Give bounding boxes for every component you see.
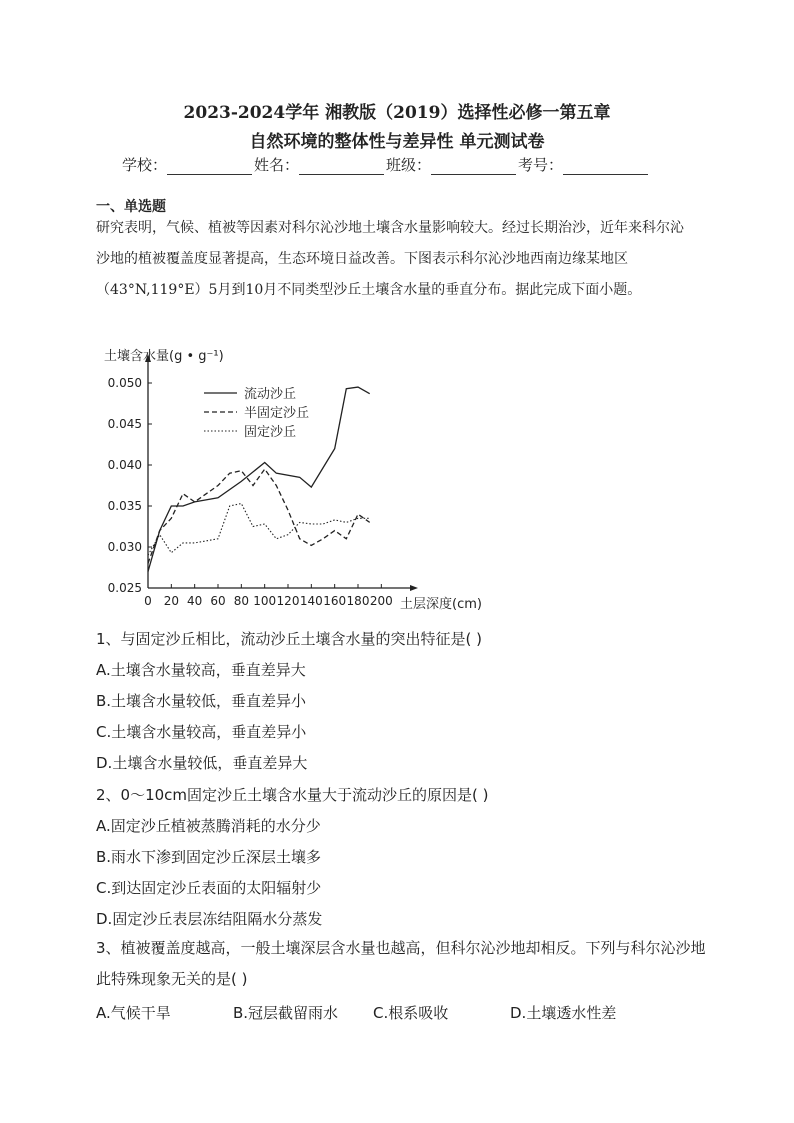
series-line-3 bbox=[148, 504, 370, 556]
question-1-stem: 1、与固定沙丘相比，流动沙丘土壤含水量的突出特征是( ) bbox=[96, 630, 483, 648]
exam-number-field[interactable] bbox=[563, 160, 648, 175]
school-label: 学校： bbox=[122, 156, 168, 174]
q1-option-b[interactable]: B.土壤含水量较低，垂直差异小 bbox=[96, 692, 307, 710]
y-tick-label: 0.025 bbox=[107, 581, 142, 595]
question-3-stem: 3、植被覆盖度越高，一般土壤深层含水量也越高，但科尔沁沙地却相反。下列与科尔沁沙地此特殊现象无关的是( ) bbox=[96, 939, 706, 988]
q3-option-a[interactable]: A.气候干旱 bbox=[96, 1004, 171, 1022]
question-2-stem: 2、0～10cm固定沙丘土壤含水量大于流动沙丘的原因是( ) bbox=[96, 786, 489, 804]
legend-label-1: 流动沙丘 bbox=[244, 387, 297, 402]
x-tick-label: 140 bbox=[299, 594, 323, 608]
q2-option-d[interactable]: D.固定沙丘表层冻结阻隔水分蒸发 bbox=[96, 910, 323, 928]
legend-label-3: 固定沙丘 bbox=[244, 425, 297, 440]
class-label: 班级： bbox=[386, 156, 432, 174]
exam-number-label: 考号： bbox=[518, 156, 564, 174]
legend-label-2: 半固定沙丘 bbox=[244, 406, 310, 421]
page-title-line2: 自然环境的整体性与差异性 单元测试卷 bbox=[249, 132, 545, 152]
name-field[interactable] bbox=[299, 160, 384, 175]
y-tick-label: 0.030 bbox=[107, 540, 142, 554]
x-tick-label: 200 bbox=[369, 594, 393, 608]
series-line-2 bbox=[148, 469, 370, 563]
intro-paragraph bbox=[96, 213, 696, 306]
page-title-line1: 2023-2024学年 湘教版（2019）选择性必修一第五章 bbox=[183, 103, 611, 123]
q1-option-d[interactable]: D.土壤含水量较低，垂直差异大 bbox=[96, 754, 308, 772]
x-tick-label: 100 bbox=[253, 594, 277, 608]
q3-option-d[interactable]: D.土壤透水性差 bbox=[510, 1004, 617, 1022]
y-tick-label: 0.045 bbox=[107, 417, 142, 431]
q1-option-a[interactable]: A.土壤含水量较高，垂直差异大 bbox=[96, 661, 306, 679]
x-tick-label: 20 bbox=[163, 594, 179, 608]
x-axis-arrow bbox=[410, 585, 418, 591]
q3-option-b[interactable]: B.冠层截留雨水 bbox=[233, 1004, 339, 1022]
student-info-row bbox=[122, 154, 650, 175]
x-tick-label: 0 bbox=[144, 594, 152, 608]
q2-option-c[interactable]: C.到达固定沙丘表面的太阳辐射少 bbox=[96, 879, 322, 897]
intro-text: 研究表明，气候、植被等因素对科尔沁沙地土壤含水量影响较大。经过长期治沙，近年来科尔沁沙地的植被覆盖度显著提高，生态环境日益改善。下图表示科尔沁沙地西南边缘某地区（43°N,119°E）5月到10月不同类型沙丘土壤含水量的垂直分布。据此完成下面小题。 bbox=[96, 220, 684, 298]
x-tick-label: 40 bbox=[187, 594, 203, 608]
class-field[interactable] bbox=[431, 160, 516, 175]
x-tick-label: 80 bbox=[233, 594, 249, 608]
name-label: 姓名： bbox=[254, 156, 300, 174]
x-tick-label: 160 bbox=[323, 594, 347, 608]
q2-option-a[interactable]: A.固定沙丘植被蒸腾消耗的水分少 bbox=[96, 817, 321, 835]
y-tick-label: 0.035 bbox=[107, 499, 142, 513]
soil-moisture-chart bbox=[92, 338, 512, 620]
school-field[interactable] bbox=[167, 160, 252, 175]
q3-option-c[interactable]: C.根系吸收 bbox=[373, 1004, 449, 1022]
q1-option-c[interactable]: C.土壤含水量较高，垂直差异小 bbox=[96, 723, 307, 741]
q2-option-b[interactable]: B.雨水下渗到固定沙丘深层土壤多 bbox=[96, 848, 322, 866]
x-tick-label: 180 bbox=[346, 594, 370, 608]
y-tick-label: 0.040 bbox=[107, 458, 142, 472]
x-tick-label: 60 bbox=[210, 594, 226, 608]
x-tick-label: 120 bbox=[276, 594, 300, 608]
y-axis-label: 土壤含水量(g • g⁻¹) bbox=[104, 349, 224, 364]
section-title: 一、单选题 bbox=[96, 199, 166, 215]
x-axis-label: 土层深度(cm) bbox=[400, 597, 482, 612]
y-tick-label: 0.050 bbox=[107, 376, 142, 390]
